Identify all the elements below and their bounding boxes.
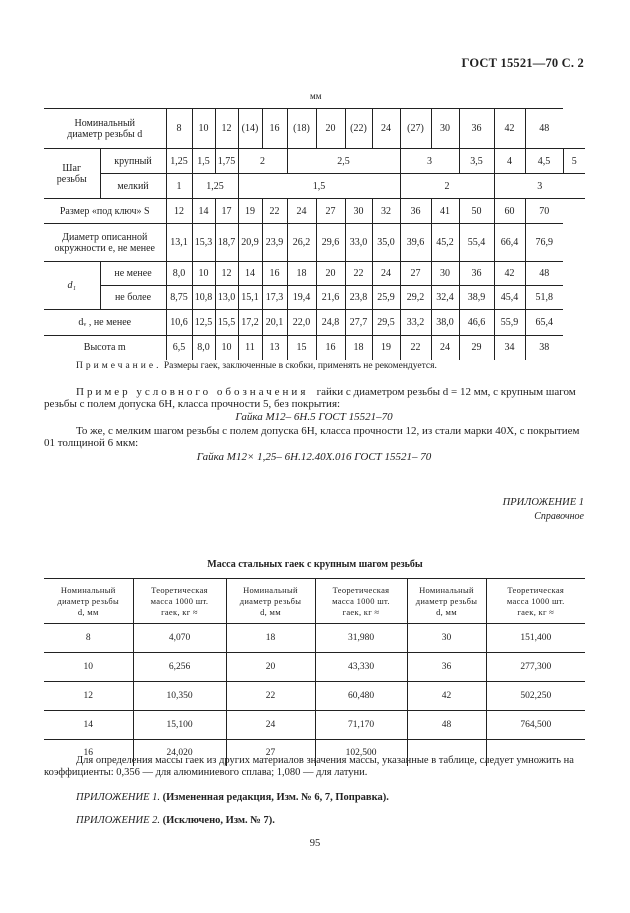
- cell: 15: [287, 336, 316, 360]
- cell: 1,75: [215, 149, 238, 174]
- table2-title: Масса стальных гаек с крупным шагом резьбы: [207, 559, 423, 570]
- cell: 20: [316, 109, 345, 149]
- cell: 10,6: [166, 310, 192, 336]
- cell: 10: [44, 653, 133, 682]
- same-designation: Гайка М12× 1,25– 6Н.12.40Х.016 ГОСТ 15521– 70: [196, 451, 432, 463]
- cell: 8,0: [192, 336, 215, 360]
- cell: 60,480: [315, 682, 407, 711]
- page-header: ГОСТ 15521—70 С. 2: [461, 56, 584, 70]
- note-text: Размеры гаек, заключенные в скобки, применять не рекомендуется.: [161, 361, 437, 371]
- row-label: dᵥ , не менее: [44, 310, 166, 336]
- row-label: Высота m: [44, 336, 166, 360]
- row-sublabel: не более: [100, 286, 166, 310]
- cell: 20: [226, 653, 315, 682]
- cell: 30: [431, 262, 459, 286]
- cell: 10: [192, 109, 215, 149]
- row-fine: [44, 174, 585, 199]
- header-diameter: Номинальный диаметр резьбы d, мм: [407, 579, 486, 624]
- cell: 29: [459, 336, 494, 360]
- cell: 13,1: [166, 224, 192, 262]
- cell: 35,0: [372, 224, 400, 262]
- cell: 6,256: [133, 653, 226, 682]
- cell: 10: [215, 336, 238, 360]
- cell: 76,9: [525, 224, 563, 262]
- cell: 15,1: [238, 286, 262, 310]
- table2-header: [44, 579, 585, 624]
- cell: 21,6: [316, 286, 345, 310]
- header-diameter: Номинальный диаметр резьбы d, мм: [44, 579, 133, 624]
- cell: 17,3: [262, 286, 287, 310]
- example-designation: Гайка М12– 6Н.5 ГОСТ 15521–70: [235, 411, 393, 423]
- cell: 5: [563, 149, 585, 174]
- cell: 50: [459, 199, 494, 224]
- cell: 29,6: [316, 224, 345, 262]
- cell: 18: [287, 262, 316, 286]
- row-d1-max: [44, 286, 585, 310]
- cell: 8,75: [166, 286, 192, 310]
- mass-note: Для определения массы гаек из других материалов значения массы, указанные в таблице, следует умножить на коэффициенты: 0,356 — для алюминиевого сплава; 1,080 — для латуни.: [44, 755, 574, 778]
- cell: 36: [459, 109, 494, 149]
- cell: 33,2: [400, 310, 431, 336]
- row-d1-min: [44, 262, 585, 286]
- cell: 36: [407, 653, 486, 682]
- cell: 29,5: [372, 310, 400, 336]
- cell: 24: [287, 199, 316, 224]
- cell: 51,8: [525, 286, 563, 310]
- cell: 45,2: [431, 224, 459, 262]
- cell: (27): [400, 109, 431, 149]
- cell: 20: [316, 262, 345, 286]
- row-label: Размер «под ключ» S: [44, 199, 166, 224]
- cell: 18,7: [215, 224, 238, 262]
- cell: 102,500: [315, 740, 407, 766]
- cell: 55,9: [494, 310, 525, 336]
- cell: 15,3: [192, 224, 215, 262]
- table-note: [76, 361, 437, 371]
- cell: 2,5: [287, 149, 400, 174]
- cell: 38: [525, 336, 563, 360]
- cell: 27: [316, 199, 345, 224]
- cell: 16: [262, 262, 287, 286]
- cell: 12: [215, 109, 238, 149]
- cell: 14: [238, 262, 262, 286]
- appendix2-ref: ПРИЛОЖЕНИЕ 2.: [76, 815, 160, 826]
- appendix1-status: (Измененная редакция, Изм. № 6, 7, Поправка).: [160, 792, 389, 803]
- cell: 23,8: [345, 286, 372, 310]
- cell: 22: [400, 336, 431, 360]
- cell: 8: [166, 109, 192, 149]
- cell: 1,5: [238, 174, 400, 199]
- header-mass: Теоретическая масса 1000 шт. гаек, кг ≈: [315, 579, 407, 624]
- row-e: [44, 224, 585, 262]
- cell: 1: [166, 174, 192, 199]
- example-label: Пример условного обозначения: [76, 386, 309, 398]
- unit-label: мм: [310, 91, 322, 101]
- dimensions-table: [44, 108, 585, 360]
- appendix-title: ПРИЛОЖЕНИЕ 1: [502, 497, 584, 508]
- appendix-subtitle: Справочное: [534, 511, 584, 522]
- cell: 25,9: [372, 286, 400, 310]
- cell: 30: [345, 199, 372, 224]
- cell: 3,5: [459, 149, 494, 174]
- cell: 24: [431, 336, 459, 360]
- header-diameter: Номинальный диаметр резьбы d, мм: [226, 579, 315, 624]
- row-label: d₁: [44, 262, 100, 310]
- cell: 48: [525, 262, 563, 286]
- row-label: Номинальный диаметр резьбы d: [44, 109, 166, 149]
- cell: 48: [407, 711, 486, 740]
- cell: 39,6: [400, 224, 431, 262]
- cell: 30: [431, 109, 459, 149]
- cell: 151,400: [486, 624, 585, 653]
- cell: 27: [226, 740, 315, 766]
- cell: 502,250: [486, 682, 585, 711]
- cell: 10,8: [192, 286, 215, 310]
- cell: 1,5: [192, 149, 215, 174]
- cell: 24: [372, 262, 400, 286]
- cell: 8: [44, 624, 133, 653]
- table-row: [44, 711, 585, 740]
- cell: 1,25: [166, 149, 192, 174]
- cell: 42: [494, 262, 525, 286]
- table-row: [44, 653, 585, 682]
- appendix2-note: [76, 815, 275, 826]
- cell: 18: [345, 336, 372, 360]
- cell: 66,4: [494, 224, 525, 262]
- cell: 43,330: [315, 653, 407, 682]
- header-mass: Теоретическая масса 1000 шт. гаек, кг ≈: [486, 579, 585, 624]
- cell: 3: [494, 174, 585, 199]
- cell: 16: [262, 109, 287, 149]
- cell: 13: [262, 336, 287, 360]
- cell: 2: [238, 149, 287, 174]
- cell: 71,170: [315, 711, 407, 740]
- cell: 19: [372, 336, 400, 360]
- cell: (14): [238, 109, 262, 149]
- cell: 26,2: [287, 224, 316, 262]
- cell: 38,0: [431, 310, 459, 336]
- cell: 10,350: [133, 682, 226, 711]
- appendix1-note: [76, 792, 389, 803]
- cell: 277,300: [486, 653, 585, 682]
- table-row: [44, 682, 585, 711]
- cell: 4: [494, 149, 525, 174]
- cell: 34: [494, 336, 525, 360]
- cell: 30: [407, 624, 486, 653]
- row-s: [44, 199, 585, 224]
- header-mass: Теоретическая масса 1000 шт. гаек, кг ≈: [133, 579, 226, 624]
- note-label: Примечание.: [76, 361, 162, 371]
- cell: 27: [400, 262, 431, 286]
- row-sublabel: крупный: [100, 149, 166, 174]
- mass-table: [44, 578, 585, 766]
- row-label: Диаметр описанной окружности e, не менее: [44, 224, 166, 262]
- cell: 22,0: [287, 310, 316, 336]
- cell: 46,6: [459, 310, 494, 336]
- cell: 4,5: [525, 149, 563, 174]
- cell: 23,9: [262, 224, 287, 262]
- row-diameter: [44, 109, 585, 149]
- page-number: 95: [309, 838, 321, 849]
- cell: 33,0: [345, 224, 372, 262]
- cell: 22: [226, 682, 315, 711]
- cell: 15,100: [133, 711, 226, 740]
- cell: 4,070: [133, 624, 226, 653]
- cell: 14: [192, 199, 215, 224]
- cell: 1,25: [192, 174, 238, 199]
- cell: 32: [372, 199, 400, 224]
- cell: 19: [238, 199, 262, 224]
- cell: 24,8: [316, 310, 345, 336]
- cell: 2: [400, 174, 494, 199]
- cell: 10: [192, 262, 215, 286]
- row-sublabel: мелкий: [100, 174, 166, 199]
- cell: (18): [287, 109, 316, 149]
- row-dw: [44, 310, 585, 336]
- cell: 17: [215, 199, 238, 224]
- cell: 48: [525, 109, 563, 149]
- row-coarse: [44, 149, 585, 174]
- cell: 36: [459, 262, 494, 286]
- cell: 55,4: [459, 224, 494, 262]
- cell: 12: [44, 682, 133, 711]
- cell: 42: [407, 682, 486, 711]
- cell: 16: [316, 336, 345, 360]
- cell: 16: [44, 740, 133, 766]
- row-sublabel: не менее: [100, 262, 166, 286]
- cell: 24: [226, 711, 315, 740]
- cell: 6,5: [166, 336, 192, 360]
- cell: 70: [525, 199, 563, 224]
- cell: 22: [345, 262, 372, 286]
- cell: 45,4: [494, 286, 525, 310]
- cell: 20,9: [238, 224, 262, 262]
- cell: 12: [215, 262, 238, 286]
- cell: 11: [238, 336, 262, 360]
- cell: 27,7: [345, 310, 372, 336]
- row-label: Шаг резьбы: [44, 149, 100, 199]
- cell: 12: [166, 199, 192, 224]
- same-paragraph: То же, с мелким шагом резьбы с полем допуска 6H, класса прочности 12, из стали марки 40X, с покрытием 01 толщиной 6 мкм:: [44, 425, 580, 449]
- appendix2-status: (Исключено, Изм. № 7).: [160, 815, 275, 826]
- cell: (22): [345, 109, 372, 149]
- table-row: [44, 624, 585, 653]
- example-paragraph: [44, 386, 584, 410]
- cell: 17,2: [238, 310, 262, 336]
- cell: 764,500: [486, 711, 585, 740]
- example-text: гайки с диаметром резьбы d = 12 мм, с крупным шагом резьбы с полем допуска 6H, класса прочности 5, без покрытия:: [44, 386, 576, 410]
- cell: 3: [400, 149, 459, 174]
- cell: 38,9: [459, 286, 494, 310]
- cell: 42: [494, 109, 525, 149]
- cell: 22: [262, 199, 287, 224]
- cell: 24,020: [133, 740, 226, 766]
- appendix1-ref: ПРИЛОЖЕНИЕ 1.: [76, 792, 160, 803]
- cell: 41: [431, 199, 459, 224]
- cell: 18: [226, 624, 315, 653]
- cell: 13,0: [215, 286, 238, 310]
- cell: 60: [494, 199, 525, 224]
- cell: 20,1: [262, 310, 287, 336]
- cell: 19,4: [287, 286, 316, 310]
- row-m: [44, 336, 585, 360]
- cell: 65,4: [525, 310, 563, 336]
- cell: 36: [400, 199, 431, 224]
- cell: 32,4: [431, 286, 459, 310]
- cell: 24: [372, 109, 400, 149]
- cell: 12,5: [192, 310, 215, 336]
- cell: 8,0: [166, 262, 192, 286]
- cell: 31,980: [315, 624, 407, 653]
- cell: 15,5: [215, 310, 238, 336]
- cell: 29,2: [400, 286, 431, 310]
- cell: 14: [44, 711, 133, 740]
